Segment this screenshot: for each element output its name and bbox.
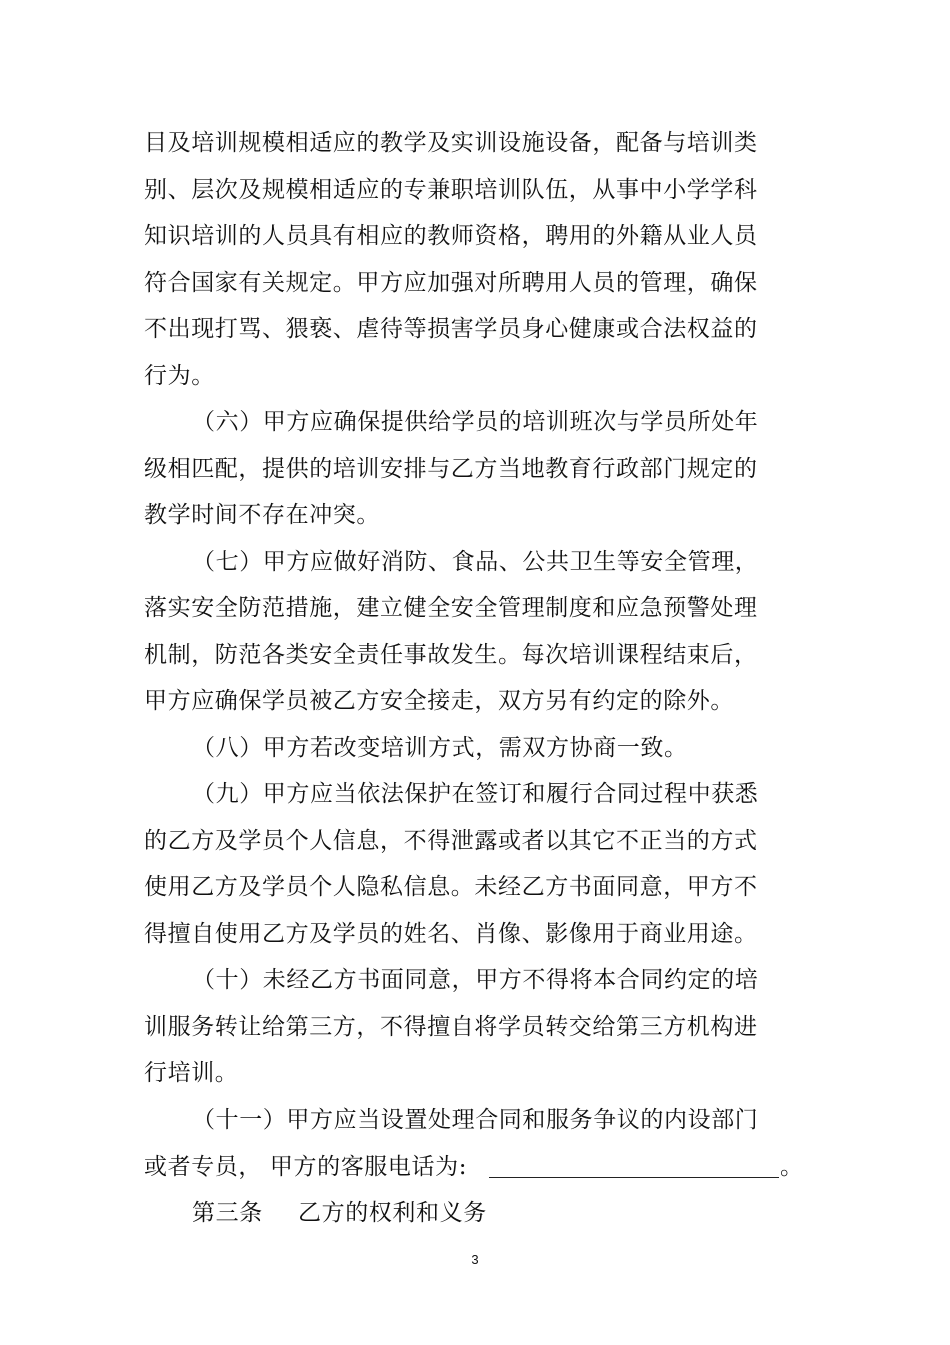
paragraph-line: 落实安全防范措施，建立健全安全管理制度和应急预警处理 [144, 595, 758, 621]
paragraph-line: 目及培训规模相适应的教学及实训设施设备，配备与培训类 [144, 130, 758, 156]
sentence-end-mark: 。 [780, 1154, 803, 1180]
paragraph-line: （十）未经乙方书面同意，甲方不得将本合同约定的培 [192, 967, 759, 993]
paragraph-line: （九）甲方应当依法保护在签订和履行合同过程中获悉 [192, 781, 759, 807]
paragraph-line: （七）甲方应做好消防、食品、公共卫生等安全管理， [192, 549, 759, 575]
article-number: 第三条 [192, 1200, 263, 1226]
paragraph-line: （六）甲方应确保提供给学员的培训班次与学员所处年 [192, 409, 759, 435]
paragraph-line: 或者专员， 甲方的客服电话为: [144, 1154, 468, 1180]
paragraph-line: 甲方应确保学员被乙方安全接走，双方另有约定的除外。 [144, 688, 734, 714]
phone-number-blank[interactable] [489, 1177, 779, 1178]
paragraph-line: 知识培训的人员具有相应的教师资格，聘用的外籍从业人员 [144, 223, 758, 249]
paragraph-line: 级相匹配，提供的培训安排与乙方当地教育行政部门规定的 [144, 456, 758, 482]
paragraph-line: 行培训。 [144, 1060, 239, 1086]
paragraph-line: 别、层次及规模相适应的专兼职培训队伍，从事中小学学科 [144, 177, 758, 203]
paragraph-line: （八）甲方若改变培训方式，需双方协商一致。 [192, 735, 688, 761]
paragraph-line: 符合国家有关规定。甲方应加强对所聘用人员的管理，确保 [144, 270, 758, 296]
paragraph-line: 的乙方及学员个人信息，不得泄露或者以其它不正当的方式 [144, 828, 758, 854]
paragraph-line: 训服务转让给第三方，不得擅自将学员转交给第三方机构进 [144, 1014, 758, 1040]
paragraph-line: 使用乙方及学员个人隐私信息。未经乙方书面同意，甲方不 [144, 874, 758, 900]
paragraph-line: 教学时间不存在冲突。 [144, 502, 380, 528]
paragraph-line: 行为。 [144, 363, 215, 389]
paragraph-line: 得擅自使用乙方及学员的姓名、肖像、影像用于商业用途。 [144, 921, 758, 947]
article-title: 乙方的权利和义务 [298, 1200, 487, 1226]
paragraph-line: 不出现打骂、猥亵、虐待等损害学员身心健康或合法权益的 [144, 316, 758, 342]
page-number: 3 [471, 1252, 479, 1267]
paragraph-line: （十一）甲方应当设置处理合同和服务争议的内设部门 [192, 1107, 759, 1133]
paragraph-line: 机制，防范各类安全责任事故发生。每次培训课程结束后， [144, 642, 758, 668]
